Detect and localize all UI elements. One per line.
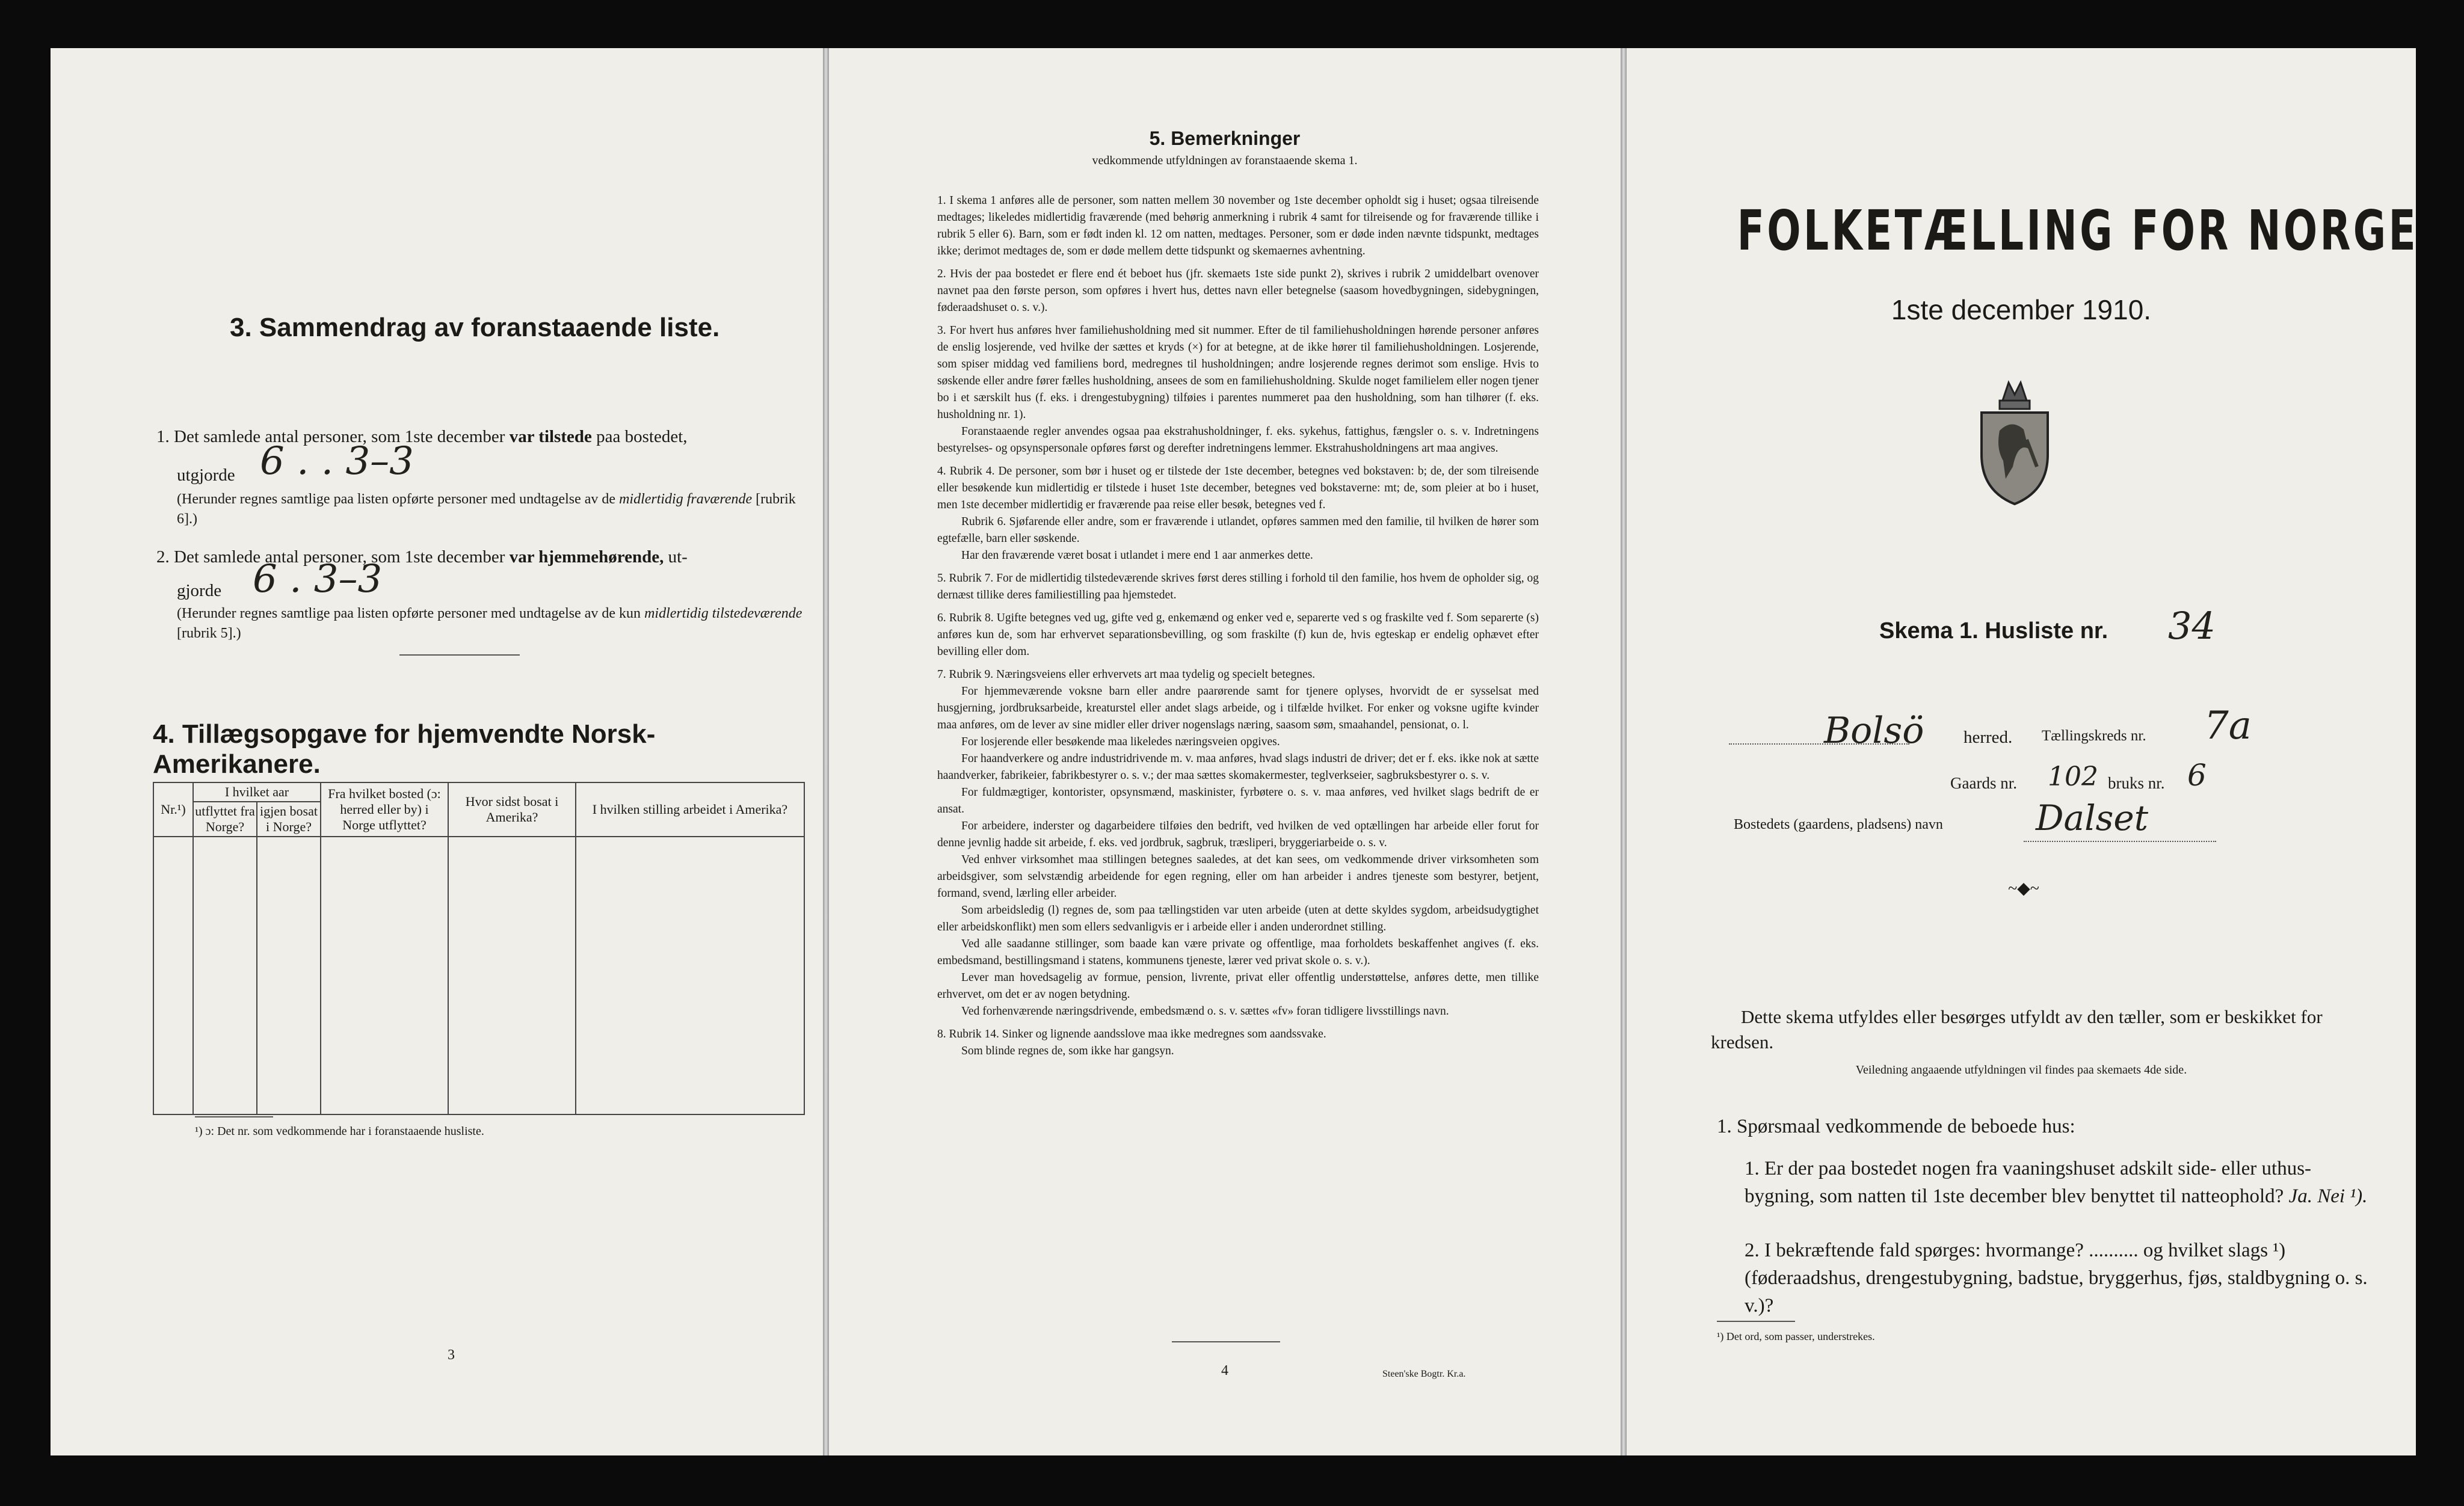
footnote-rule <box>195 1116 273 1117</box>
col-amerika: Hvor sidst bosat i Amerika? <box>448 782 576 837</box>
bosted-label: Bostedets (gaardens, pladsens) navn <box>1734 817 1943 832</box>
kreds-value: 7a <box>2204 704 2252 748</box>
coat-of-arms-icon <box>1970 376 2060 512</box>
item-1-note-italic: midlertidig fraværende <box>619 491 753 507</box>
remarks-body <box>937 192 1539 1060</box>
remark-7k: Ved forhenværende næringsdrivende, embedsmænd o. s. v. sættes «fv» foran tidligere livsstillings navn. <box>961 1005 1449 1018</box>
section-4-title: 4. Tillægsopgave for hjemvendte Norsk-Amerikanere. <box>153 719 656 779</box>
footnote: ¹) Det ord, som passer, understrekes. <box>1717 1330 1875 1342</box>
table-row <box>153 948 804 1003</box>
remark-7d: For haandverkere og andre industridrivende m. v. maa anføres, hvad slags industri de driver; det er f. eks. ikke nok at sætte haandverker, fabrikeier, fabrikbestyrer o. s. v.; der maa sættes skomakermester, teglverkseier, sagbruksbestyrer o. s. v. <box>937 752 1539 782</box>
remarks-title: 5. Bemerkninger <box>1149 128 1301 149</box>
remark-8: 8. Rubrik 14. Sinker og lignende aandsslove maa ikke medregnes som aandssvake. <box>937 1028 1326 1040</box>
table-row <box>153 893 804 948</box>
remark-3: 3. For hvert hus anføres hver familiehusholdning med sit nummer. Efter de til familiehusholdningen hørende personer anføres de enslig losjerende, ved hvilke der sættes et kryds (×) for at betegne, at de ikke hører til familiehusholdningen. Losjerende, som spiser middag ved familiens bord, medregnes til husholdningen; andre losjerende regnes derimot som enslige. Hvis to søskende eller andre fører fælles husholdning, ansees de som en familiehusholdning. Skulde noget familielem eller nogen tjener bo i et særskilt hus (f. eks. i drengestubygning) tilføies i parentes nummeret paa den husholdning, som han tilhører (f. eks. husholdning nr. 1). <box>937 324 1539 421</box>
ornament-icon: ~◆~ <box>2008 879 2039 898</box>
bosted-value: Dalset <box>2036 798 2149 838</box>
item-2-gjorde: gjorde <box>177 581 222 600</box>
remark-7j: Lever man hovedsagelig av formue, pension, livrente, privat eller offentlig understøttelse, anføres dette, men tillike erhvervet, om det er av nogen betydning. <box>937 971 1539 1001</box>
remark-5: 5. Rubrik 7. For de midlertidig tilstedeværende skrives først deres stilling i forhold til den familie, hos hvem de opholder sig, og dernæst tillike deres familiestilling paa hjemstedet. <box>937 572 1539 601</box>
kreds-label: Tællingskreds nr. <box>2042 728 2146 744</box>
remark-7b: For hjemmeværende voksne barn eller andre paarørende samt for tjenere oplyses, hvorvidt de er sysselsat med husgjerning, jordbruksarbeide, kreaturstel eller andet slags arbeide, og i tilfælde hvilket. For enker og voksne ugifte kvinder maa anføres, om de lever av sine midler eller driver nogenslags næring, saasom søm, smaahandel, pensionat, o. l. <box>937 685 1539 731</box>
remark-4b: Rubrik 6. Sjøfarende eller andre, som er fraværende i utlandet, opføres sammen med den familie, til hvilken de hører som egtefælle, barn eller søskende. <box>937 515 1539 545</box>
remark-7c: For losjerende eller besøkende maa likeledes næringsveien opgives. <box>961 736 1280 748</box>
item-2-note-b: [rubrik 5].) <box>177 625 241 641</box>
norsk-amerikanere-table <box>153 782 805 1115</box>
col-stilling: I hvilken stilling arbeidet i Amerika? <box>576 782 804 837</box>
intro-text: Dette skema utfyldes eller besørges utfyldt av den tæller, som er beskikket for kredsen. <box>1711 1006 2323 1053</box>
page-4 <box>829 48 1621 1455</box>
table-row <box>153 837 804 893</box>
question-1-text: 1. Er der paa bostedet nogen fra vaaningshuset adskilt side- eller uthus-bygning, som natten til 1ste december blev benyttet til natteophold? <box>1745 1158 2312 1207</box>
footnote-rule <box>1717 1321 1795 1322</box>
remark-3b: Foranstaaende regler anvendes ogsaa paa ekstrahusholdninger, f. eks. sykehus, fattighus, fængsler o. s. v. Indretningens bestyrelses- og opsynspersonale opføres først og derefter indretningens lemmer. Ekstrahusholdningens art maa angives. <box>937 425 1539 455</box>
item-1-note <box>177 490 808 529</box>
question-2: 2. I bekræftende fald spørges: hvormange? .......... og hvilket slags ¹) (føderaadshus, drengestubygning, badstue, bryggerhus, fjøs, staldbygning o. s. v.)? <box>1745 1240 2368 1317</box>
item-1-note-b: [rubrik 6].) <box>177 491 796 527</box>
bosted-dotline <box>2024 841 2216 842</box>
footnote: ¹) ɔ: Det nr. som vedkommende har i foranstaaende husliste. <box>195 1125 484 1138</box>
item-2-note <box>177 604 808 644</box>
table-row <box>153 1003 804 1059</box>
remark-2: 2. Hvis der paa bostedet er flere end ét beboet hus (jfr. skemaets 1ste side punkt 2), skrives i rubrik 2 umiddelbart ovenover navnet paa den første person, som opføres i hvert hus, dettes navn eller betegnelse (saasom hovedbygningen, sidebygningen, føderaadshuset o. s. v.). <box>937 268 1539 314</box>
bruks-value: 6 <box>2187 758 2207 793</box>
main-title: FOLKETÆLLING FOR NORGE <box>1737 198 2419 263</box>
divider <box>399 654 520 656</box>
col-group-year: I hvilket aar <box>193 782 321 802</box>
item-2-text-b: ut- <box>668 547 688 567</box>
guide-text: Veiledning angaaende utfyldningen vil findes paa skemaets 4de side. <box>1855 1063 2187 1077</box>
herred-label: herred. <box>1964 728 2013 747</box>
item-2-bold: var hjemmehørende, <box>509 547 664 567</box>
census-date: 1ste december 1910. <box>1891 294 2152 325</box>
husliste-number: 34 <box>2168 604 2216 648</box>
table-row <box>153 1059 804 1114</box>
remark-7h: Som arbeidsledig (l) regnes de, som paa tællingstiden var uten arbeide (uten at dette skyldes sygdom, arbeidsudygtighet eller arbeidskonflikt) men som ellers sedvanligvis er i arbeide eller i anden underordnet stilling. <box>937 904 1539 933</box>
remark-6: 6. Rubrik 8. Ugifte betegnes ved ug, gifte ved g, enkemænd og enker ved e, separerte ved s og fraskilte ved f. Som separerte (s) anføres kun de, som har erhvervet separationsbevilling, og som fraskilte (f) kun de, hvis egteskap er endelig ophævet efter bevilling eller dom. <box>937 612 1539 658</box>
remarks-subtitle: vedkommende utfyldningen av foranstaaende skema 1. <box>1092 154 1358 167</box>
remark-4c: Har den fraværende været bosat i utlandet i mere end 1 aar anmerkes dette. <box>961 549 1313 562</box>
item-2-handwritten: 6 . 3–3 <box>253 557 383 601</box>
questions-heading: 1. Spørsmaal vedkommende de beboede hus: <box>1717 1116 2075 1137</box>
fold-shadow <box>1621 48 1627 1455</box>
item-1-note-a: (Herunder regnes samtlige paa listen opførte personer med undtagelse av de <box>177 491 616 507</box>
remark-7e: For fuldmægtiger, kontorister, opsynsmænd, maskinister, fyrbøtere o. s. v. maa anføres, ved hvilket slags bedrift de er ansat. <box>937 786 1539 816</box>
question-1 <box>1745 1155 2376 1210</box>
schema-label: Skema 1. Husliste nr. <box>1879 618 2108 644</box>
bruks-label: bruks nr. <box>2108 774 2165 792</box>
item-1 <box>156 425 812 449</box>
page-number: 3 <box>448 1347 455 1363</box>
item-2-note-italic: midlertidig tilstedeværende <box>644 606 802 621</box>
item-1-bold: var tilstede <box>509 427 592 446</box>
printer-mark: Steen'ske Bogtr. Kr.a. <box>1382 1369 1466 1379</box>
gaards-label: Gaards nr. <box>1950 774 2017 792</box>
question-1-answer: Ja. Nei ¹). <box>2288 1185 2368 1207</box>
remark-7g: Ved enhver virksomhet maa stillingen betegnes saaledes, at det kan sees, om vedkommende driver virksomheten som arbeidsgiver, som selvstændig arbeidende for egen regning, eller om han arbeider i andres tjeneste som bestyrer, betjent, formand, svend, lærling eller arbeider. <box>937 853 1539 900</box>
fold-shadow <box>823 48 829 1455</box>
col-bosted: Fra hvilket bosted (ɔ: herred eller by) i Norge utflyttet? <box>321 782 448 837</box>
item-1-handwritten: 6 . . 3–3 <box>260 439 414 484</box>
remark-4: 4. Rubrik 4. De personer, som bør i huset og er tilstede der 1ste december, betegnes ved bokstaven: b; de, der som tilreisende eller besøkende kun midlertidig er tilstede i huset 1ste december, betegnes ved bokstaverne: mt; de, som pleier at bo i huset, men 1ste december midlertidig er fraværende paa reise eller besøk, betegnes ved f. <box>937 465 1539 511</box>
section-3-title: 3. Sammendrag av foranstaaende liste. <box>230 313 720 342</box>
page-3 <box>51 48 823 1455</box>
item-1-text: 1. Det samlede antal personer, som 1ste december <box>156 427 505 446</box>
remark-7: 7. Rubrik 9. Næringsveiens eller erhvervets art maa tydelig og specielt betegnes. <box>937 668 1316 681</box>
remark-7f: For arbeidere, inderster og dagarbeidere tilføies den bedrift, ved hvilken de ved optællingen har arbeide eller forut for denne jevnlig hadde sit arbeide, f. eks. ved jordbruk, sagbruk, træsliperi, bryggeriarbeide o. s. v. <box>937 820 1539 849</box>
item-1-utgjorde: utgjorde <box>177 466 235 485</box>
item-2-text: 2. Det samlede antal personer, som 1ste december <box>156 547 505 567</box>
col-utflyttet: utflyttet fra Norge? <box>193 802 257 837</box>
remark-1: 1. I skema 1 anføres alle de personer, som natten mellem 30 november og 1ste december opholdt sig i huset; ogsaa tilreisende medtages; likeledes midlertidig fraværende (med behørig anmerkning i rubrik 4 samt for tilreisende og for fraværende tillike i rubrik 5 eller 6). Barn, som er født inden kl. 12 om natten, medtages. Personer, som er døde inden nævnte tidspunkt, medtages ikke; derimot medtages de, som er døde mellem dette tidspunkt og skemaernes avhentning. <box>937 194 1539 257</box>
page-1-cover <box>1627 48 2419 1455</box>
item-1-text-b: paa bostedet, <box>596 427 688 446</box>
gaards-value: 102 <box>2048 761 2098 792</box>
col-igjen: igjen bosat i Norge? <box>257 802 321 837</box>
remark-8b: Som blinde regnes de, som ikke har gangsyn. <box>961 1045 1174 1057</box>
divider <box>1172 1341 1280 1342</box>
herred-value: Bolsö <box>1824 710 1924 752</box>
remark-7i: Ved alle saadanne stillinger, som baade kan være private og offentlige, maa forholdets beskaffenhet angives (f. eks. embedsmand, bestillingsmand i statens, kommunens tjeneste, lærer ved privat skole o. s. v.). <box>937 938 1539 967</box>
col-nr: Nr.¹) <box>153 782 193 837</box>
item-2-note-a: (Herunder regnes samtlige paa listen opførte personer med undtagelse av de kun <box>177 606 641 621</box>
page-number: 4 <box>1221 1363 1228 1378</box>
